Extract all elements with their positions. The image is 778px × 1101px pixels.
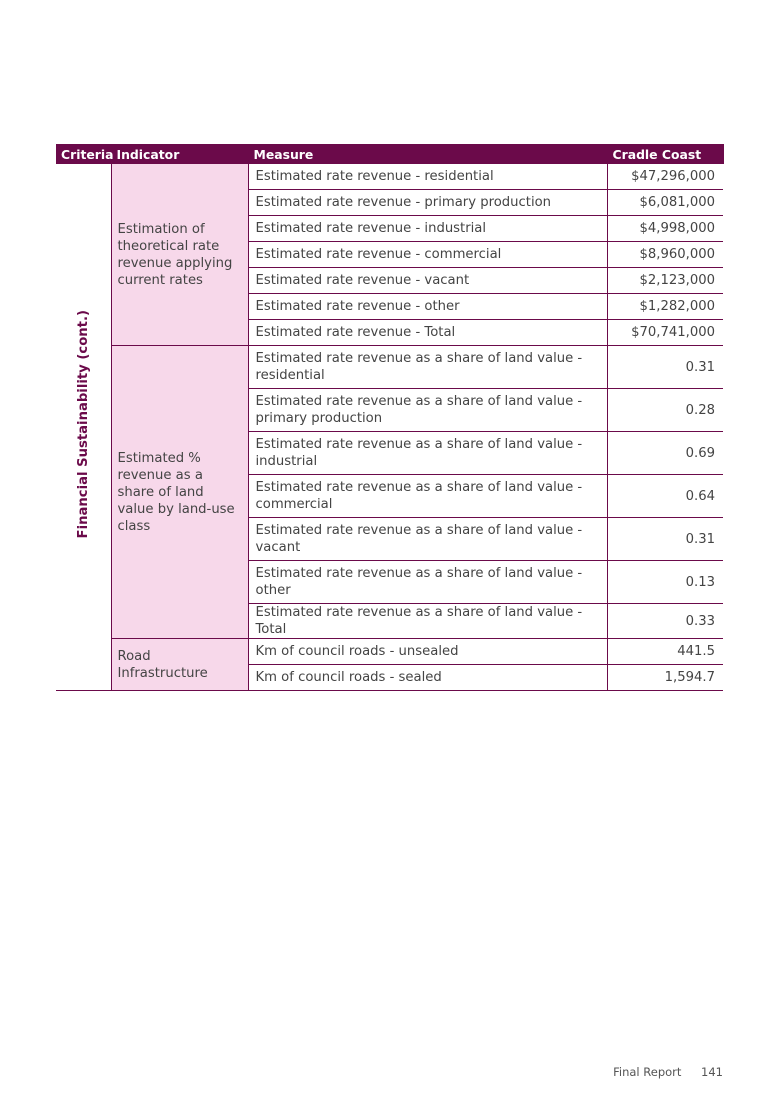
measure-cell: Estimated rate revenue - Total	[248, 320, 607, 346]
measure-cell: Km of council roads - sealed	[248, 665, 607, 691]
measure-cell: Estimated rate revenue as a share of land value - industrial	[248, 432, 607, 475]
value-cell: 0.69	[607, 432, 723, 475]
value-cell: $8,960,000	[607, 242, 723, 268]
measure-cell: Estimated rate revenue as a share of land value - vacant	[248, 518, 607, 561]
value-cell: 0.28	[607, 389, 723, 432]
measure-cell: Estimated rate revenue - residential	[248, 164, 607, 190]
value-cell: 0.64	[607, 475, 723, 518]
table-header-row	[56, 144, 723, 164]
footer-report-label: Final Report	[613, 1065, 682, 1079]
header-indicator: Indicator	[111, 144, 248, 164]
measure-cell: Km of council roads - unsealed	[248, 639, 607, 665]
measure-cell: Estimated rate revenue - primary production	[248, 190, 607, 216]
indicator-cell: Road Infrastructure	[111, 639, 248, 691]
header-cradle-coast: Cradle Coast	[607, 144, 723, 164]
table-row	[56, 639, 723, 665]
value-cell: $47,296,000	[607, 164, 723, 190]
value-cell: $70,741,000	[607, 320, 723, 346]
criteria-cell	[56, 164, 111, 691]
data-table	[56, 144, 724, 691]
value-cell: $2,123,000	[607, 268, 723, 294]
measure-cell: Estimated rate revenue as a share of land value - residential	[248, 346, 607, 389]
measure-cell: Estimated rate revenue as a share of land value - commercial	[248, 475, 607, 518]
table-row	[56, 346, 723, 389]
measure-cell: Estimated rate revenue as a share of land value - Total	[248, 604, 607, 639]
table-row	[56, 164, 723, 190]
header-criteria: Criteria	[56, 144, 111, 164]
indicator-cell: Estimated % revenue as a share of land value by land-use class	[111, 346, 248, 639]
measure-cell: Estimated rate revenue as a share of land value - other	[248, 561, 607, 604]
value-cell: 0.33	[607, 604, 723, 639]
value-cell: $6,081,000	[607, 190, 723, 216]
measure-cell: Estimated rate revenue - other	[248, 294, 607, 320]
page-footer	[613, 1065, 723, 1079]
value-cell: 0.31	[607, 518, 723, 561]
measure-cell: Estimated rate revenue as a share of land value - primary production	[248, 389, 607, 432]
criteria-label: Financial Sustainability (cont.)	[75, 310, 91, 539]
footer-page-number: 141	[701, 1065, 723, 1079]
value-cell: 441.5	[607, 639, 723, 665]
value-cell: 0.13	[607, 561, 723, 604]
value-cell: $1,282,000	[607, 294, 723, 320]
indicator-cell: Estimation of theoretical rate revenue applying current rates	[111, 164, 248, 346]
measure-cell: Estimated rate revenue - commercial	[248, 242, 607, 268]
header-measure: Measure	[248, 144, 607, 164]
value-cell: 0.31	[607, 346, 723, 389]
measure-cell: Estimated rate revenue - vacant	[248, 268, 607, 294]
measure-cell: Estimated rate revenue - industrial	[248, 216, 607, 242]
value-cell: 1,594.7	[607, 665, 723, 691]
value-cell: $4,998,000	[607, 216, 723, 242]
